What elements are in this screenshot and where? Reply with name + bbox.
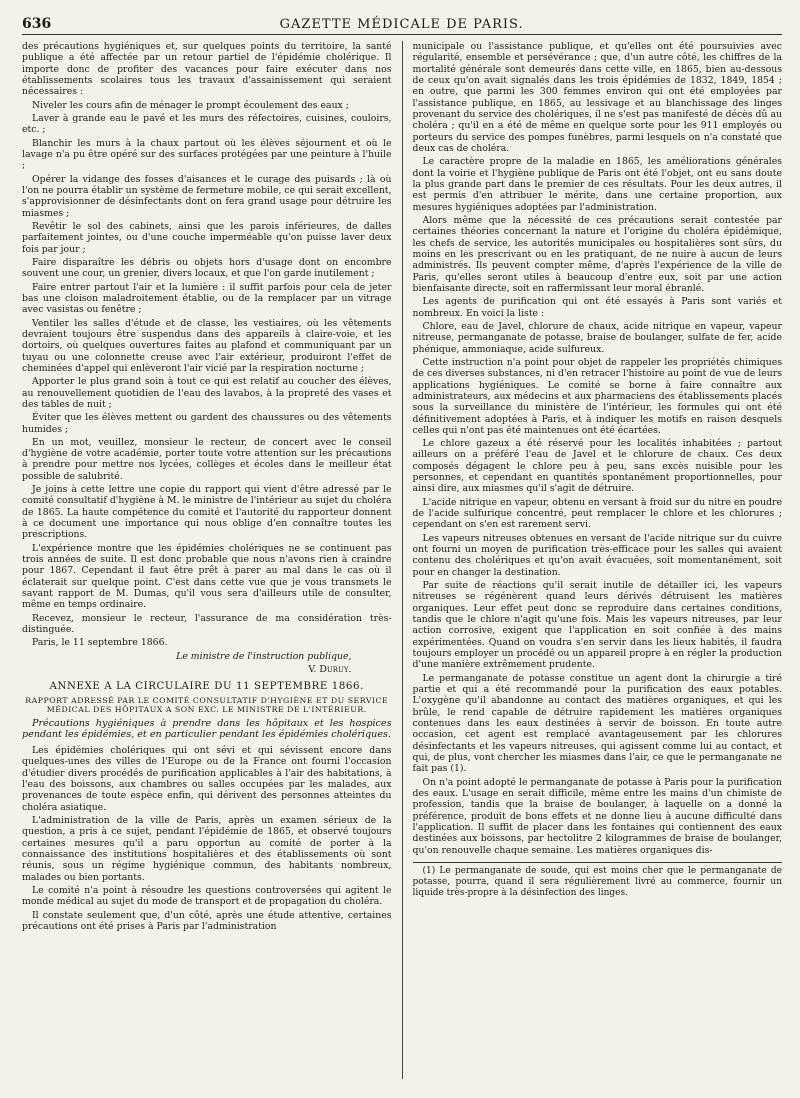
paragraph: Laver à grande eau le pavé et les murs des réfectoires, cuisines, couloirs, etc. ; bbox=[22, 112, 392, 136]
paragraph: Les vapeurs nitreuses obtenues en versant de l'acide nitrique sur du cuivre ont fourni un moyen de purification très-efficace pour les salles qui avaient contenu des cholériques et qu'on avait évacuées, soit momentanément, soit pour en changer la destination. bbox=[412, 532, 782, 578]
paragraph: Apporter le plus grand soin à tout ce qui est relatif au coucher des élèves, au renouvellement quotidien de l'eau des lavabos, à la propreté des vases et des tables de nuit ; bbox=[22, 376, 392, 410]
paragraph: L'administration de la ville de Paris, après un examen sérieux de la question, a pris à ce sujet, pendant l'épidémie de 1865, et observé toujours certaines mesures qu'il a paru opportun au comité de porter à la connaissance des institutions hospitalières et des établissements où sont réunis, sous un régime hygiénique commun, des habitants nombreux, malades ou bien portants. bbox=[22, 814, 392, 883]
page-header bbox=[22, 16, 782, 35]
paragraph: L'expérience montre que les épidémies cholériques ne se continuent pas trois années de suite. Il est donc probable que nous n'avons rien à craindre pour 1867. Cependant il faut être prêt à parer au mal dans le cas où il éclaterait sur quelque point. C'est dans cette vue que je vous transmets le savant rapport de M. Dumas, qu'il vous sera d'ailleurs utile de consulter, même en temps ordinaire. bbox=[22, 542, 392, 611]
paragraph: En un mot, veuillez, monsieur le recteur, de concert avec le conseil d'hygiène de votre académie, porter toute votre attention sur les précautions à prendre pour mettre nos lycées, collèges et écoles dans le meilleur état possible de salubrité. bbox=[22, 436, 392, 482]
paragraph: Ventiler les salles d'étude et de classe, les vestiaires, où les vêtements devraient toujours être suspendus dans des appareils à claire-voie, et les dortoirs, où quelques ouvertures faites au plafond et communiquant par un tuyau ou une colonnette creuse avec l'air extérieur, produiront l'effet de cheminées d'appel qui enlèveront l'air vicié par la respiration nocturne ; bbox=[22, 317, 392, 374]
right-column bbox=[413, 41, 783, 1079]
paragraph: Le chlore gazeux a été réservé pour les localités inhabitées ; partout ailleurs on a préféré l'eau de Javel et le chlorure de chaux. Ces deux composés dégagent le chlore peu à peu, sans excès nuisible pour les personnes, et cependant en quantités spontanément proportionnelles, pour ainsi dire, aux miasmes qu'il s'agit de détruire. bbox=[412, 438, 782, 495]
paragraph: Il constate seulement que, d'un côté, après une étude attentive, certaines précautions ont été prises à Paris par l'administration bbox=[22, 909, 392, 932]
paragraph: On n'a point adopté le permanganate de potasse à Paris pour la purification des eaux. L'usage en serait difficile, même entre les mains d'un chimiste de profession, tandis que la braise de boulanger, à laquelle on a donné la préférence, produit de bons effets et ne donne lieu à aucune difficulté dans l'application. Il suffit de placer dans les fontaines qui contiennent des eaux destinées aux boissons, par hectolitre 2 kilogrammes de braise de boulanger, qu'on renouvelle chaque semaine. Les matières organiques dis- bbox=[412, 776, 782, 856]
annex-title: ANNEXE A LA CIRCULAIRE DU 11 SEPTEMBRE 1866. bbox=[49, 681, 364, 693]
paragraph: Opérer la vidange des fosses d'aisances et le curage des puisards ; là où l'on ne pourra établir un système de fermeture mobile, ce qui serait excellent, s'approvisionner de désinfectants dont on fera grand usage pour détruire les miasmes ; bbox=[22, 173, 392, 219]
report-title: RAPPORT ADRESSÉ PAR LE COMITÉ CONSULTATIF D'HYGIÈNE ET DU SERVICE MÉDICAL DES HÔPITAUX A SON EXC. LE MINISTRE DE L'INTÉRIEUR. bbox=[25, 695, 389, 715]
paragraph: Recevez, monsieur le recteur, l'assurance de ma considération très-distinguée. bbox=[22, 612, 392, 636]
paragraph: Chlore, eau de Javel, chlorure de chaux, acide nitrique en vapeur, vapeur nitreuse, permanganate de potasse, braise de boulanger, sulfate de fer, acide phénique, ammoniaque, acide sulfureux. bbox=[412, 320, 782, 355]
signature-name: V. Duruy. bbox=[308, 664, 352, 676]
column-divider bbox=[402, 41, 403, 1079]
paragraph: des précautions hygiéniques et, sur quelques points du territoire, la santé publique a été affectée par un retour partiel de l'épidémie cholérique. Il importe donc de profiter des vacances pour faire exécuter dans nos établissements scolaires tous les travaux d'assainissement qui seraient nécessaires : bbox=[22, 41, 392, 98]
paragraph: Faire disparaître les débris ou objets hors d'usage dont on encombre souvent une cour, un grenier, divers locaux, et que l'on garde inutilement ; bbox=[22, 256, 392, 280]
paragraph: municipale ou l'assistance publique, et qu'elles ont été poursuivies avec régularité, ensemble et persévérance ; que, d'un autre côté, les chiffres de la mortalité générale sont demeurés dans cette ville, en 1865, bien au-dessous de ceux qu'on avait signalés dans les trois épidémies de 1832, 1849, 1854 ; en outre, que parmi les 300 femmes environ qui ont été employées par l'assistance publique, en 1865, au lessivage et au blanchissage des linges provenant du service des cholériques, il ne s'est pas manifesté de décès dû au choléra ; qu'il en a été de même en quelque sorte pour les 911 employés ou porteurs du service des pompes funèbres, parmi lesquels on n'a constaté que deux cas de choléra. bbox=[412, 41, 782, 154]
footnote: (1) Le permanganate de soude, qui est moins cher que le permanganate de potasse, pourra, quand il sera régulièrement livré au commerce, fournir un liquide très-propre à la désinfection des linges. bbox=[412, 865, 782, 898]
footnote-rule bbox=[413, 862, 783, 863]
paragraph: Par suite de réactions qu'il serait inutile de détailler ici, les vapeurs nitreuses se régénèrent quand leurs dérivés détruisent les matières organiques. Leur effet peut donc se reproduire dans certaines conditions, tandis que le chlore n'agit qu'une fois. Mais les vapeurs nitreuses, par leur action corrosive, exigent que l'application en soit confiée à des mains expérimentées. Quand on voudra s'en servir dans les lieux habités, il faudra toujours employer un procédé ou un appareil propre à en régler la production d'une manière extrêmement prudente. bbox=[412, 580, 782, 671]
paragraph: L'acide nitrique en vapeur, obtenu en versant à froid sur du nitre en poudre de l'acide sulfurique concentré, peut remplacer le chlore et les chlorures ; cependant on s'en est rarement servi. bbox=[412, 496, 782, 531]
paragraph: Niveler les cours afin de ménager le prompt écoulement des eaux ; bbox=[32, 99, 349, 111]
page-number: 636 bbox=[22, 16, 52, 32]
paragraph: Le permanganate de potasse constitue un agent dont la chirurgie a tiré partie et qui a été recommandé pour la purification des eaux potables. L'oxygène qu'il abandonne au contact des matières organiques, et qui les brûle, le rend capable de détruire rapidement les matières organiques contenues dans les eaux destinées à servir de boisson. En toute autre occasion, cet agent est remplacé avantageusement par les chlorures désinfectants et les vapeurs nitreuses, qui agissent comme lui au contact, et qui, de plus, vont chercher les miasmes dans l'air, ce que le permanganate ne fait pas (1). bbox=[412, 672, 782, 775]
signature-title: Le ministre de l'instruction publique, bbox=[176, 650, 352, 662]
paragraph: Blanchir les murs à la chaux partout où les élèves séjournent et où le lavage n'a pu être opéré sur des surfaces protégées par une peinture à l'huile ; bbox=[22, 137, 392, 172]
paragraph: Le caractère propre de la maladie en 1865, les améliorations générales dont la voirie et l'hygiène publique de Paris ont été l'objet, ont eu sans doute la plus grande part dans le premier de ces résultats. Pour les deux autres, il est permis d'en attribuer le mérite, dans une certaine proportion, aux mesures hygiéniques adoptées par l'administration. bbox=[412, 156, 782, 213]
paragraph: Les agents de purification qui ont été essayés à Paris sont variés et nombreux. En voici la liste : bbox=[412, 296, 782, 319]
paragraph: Le comité n'a point à résoudre les questions controversées qui agitent le monde médical au sujet du mode de transport et de propagation du choléra. bbox=[22, 884, 392, 908]
journal-title: GAZETTE MÉDICALE DE PARIS. bbox=[279, 17, 524, 32]
paragraph: Je joins à cette lettre une copie du rapport qui vient d'être adressé par le comité consultatif d'hygiène à M. le ministre de l'intérieur au sujet du choléra de 1865. La haute compétence du comité et l'autorité du rapporteur donnent à ce document une importance qui nous oblige d'en connaître toutes les prescriptions. bbox=[22, 484, 392, 541]
left-column bbox=[22, 41, 392, 1079]
text-columns bbox=[22, 41, 782, 1079]
section-title: Précautions hygiéniques à prendre dans les hôpitaux et les hospices pendant les épidémies, et en particulier pendant les épidémies cholériques. bbox=[22, 717, 392, 741]
paragraph: Éviter que les élèves mettent ou gardent des chaussures ou des vêtements humides ; bbox=[22, 412, 392, 435]
paragraph: Alors même que la nécessité de ces précautions serait contestée par certaines théories concernant la nature et l'origine du choléra épidémique, les chefs de service, les autorités municipales ou hospitalières sont sûrs, du moins en les prescrivant ou en les pratiquant, de ne nuire à aucun de leurs administrés. Ils peuvent compter même, d'après l'expérience de la ville de Paris, qu'elles seront utiles à beaucoup d'entre eux, soit par une action bienfaisante directe, soit en raffermissant leur moral ébranlé. bbox=[412, 214, 782, 294]
paragraph: Les épidémies cholériques qui ont sévi et qui sévissent encore dans quelques-unes des villes de l'Europe ou de la France ont fourni l'occasion d'étudier divers procédés de purification applicables à l'air des habitations, à l'eau des boissons, aux chambres ou salles occupées par les malades, aux provenances de toute espèce enfin, qui dérivent des personnes atteintes du choléra asiatique. bbox=[22, 744, 392, 813]
date-line: Paris, le 11 septembre 1866. bbox=[32, 637, 168, 649]
paragraph: Faire entrer partout l'air et la lumière : il suffit parfois pour cela de jeter bas une cloison maladroitement établie, ou de la remplacer par un vitrage avec vasistas ou fenêtre ; bbox=[22, 281, 392, 316]
paragraph: Revêtir le sol des cabinets, ainsi que les parois inférieures, de dalles parfaitement jointes, ou d'une couche imperméable qu'on puisse laver deux fois par jour ; bbox=[22, 220, 392, 255]
paragraph: Cette instruction n'a point pour objet de rappeler les propriétés chimiques de ces diverses substances, ni d'en retracer l'histoire au point de vue de leurs applications hygiéniques. Le comité se borne à faire connaître aux administrateurs, aux médecins et aux pharmaciens des établissements placés sous la surveillance du ministère de l'intérieur, les formules qui ont été définitivement adoptées à Paris, et à indiquer les motifs en raison desquels celles qui n'ont pas été maintenues ont été écartées. bbox=[412, 356, 782, 436]
